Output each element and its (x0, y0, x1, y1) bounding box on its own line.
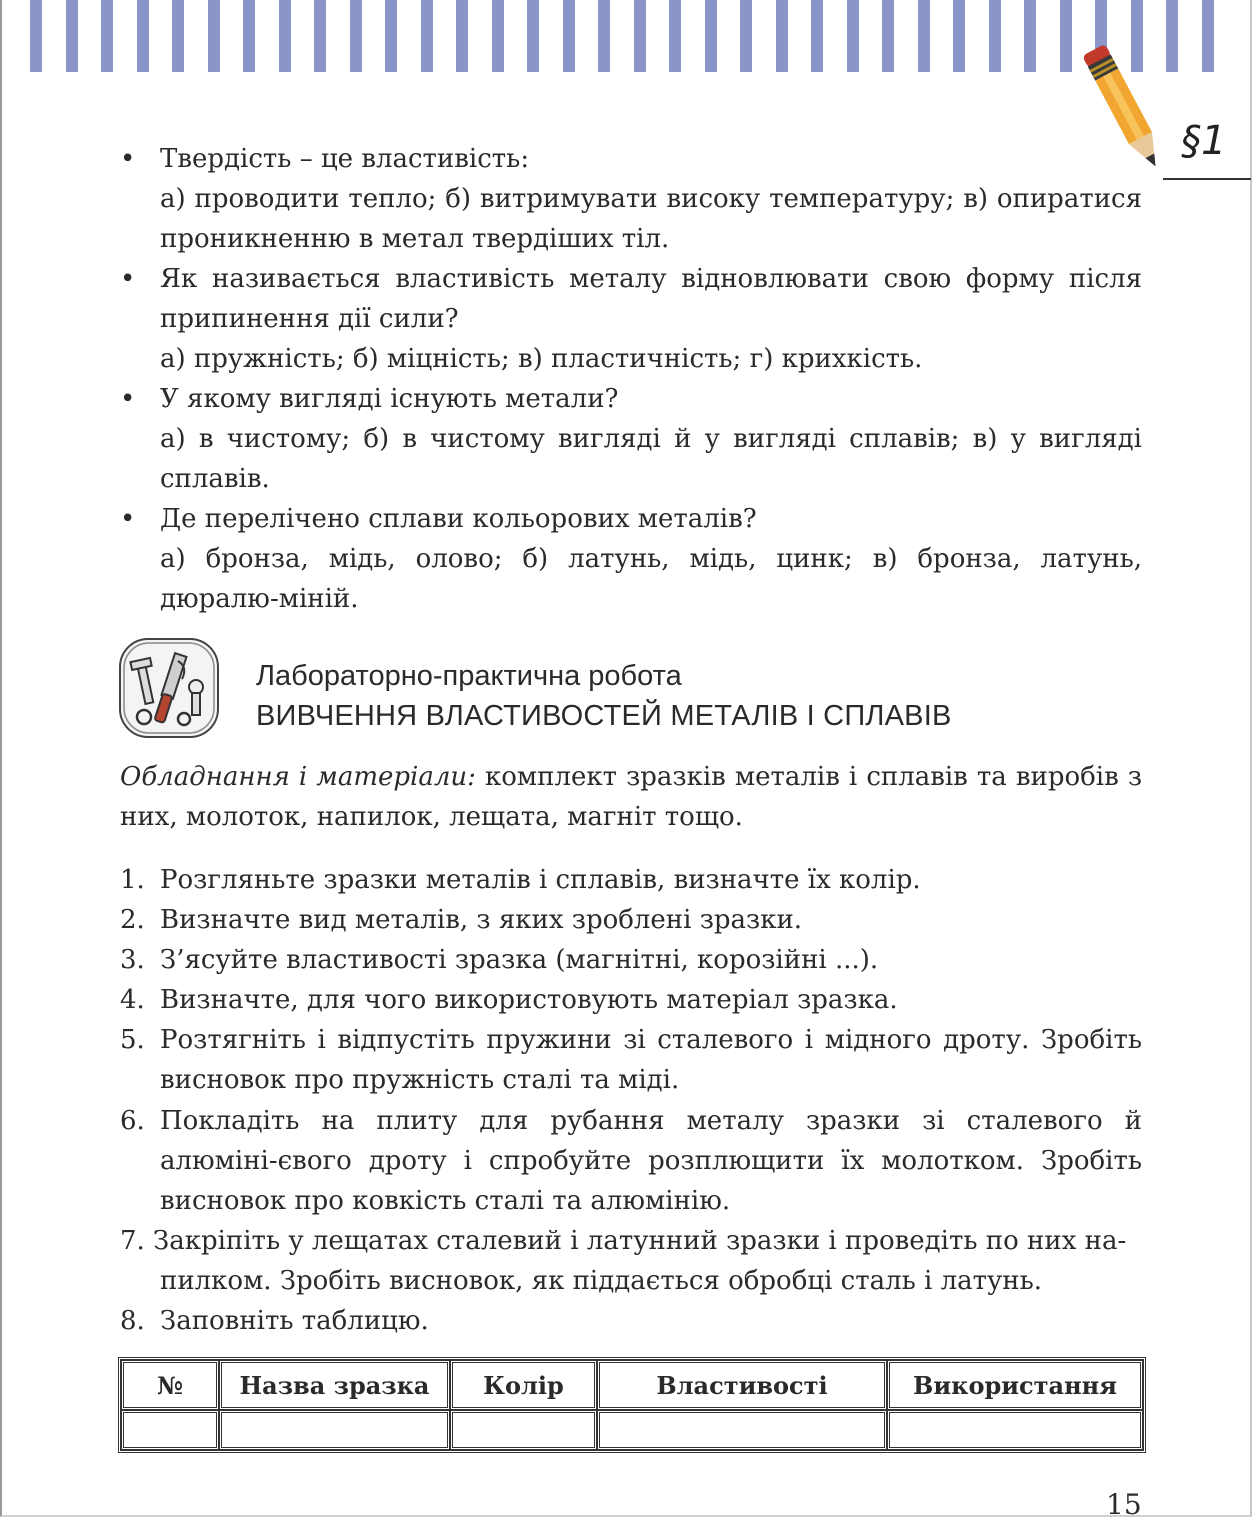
step-item (120, 980, 1142, 1020)
header-stripe (740, 0, 752, 72)
table-header-number: № (121, 1360, 219, 1410)
header-stripe (527, 0, 539, 72)
table-cell[interactable] (597, 1410, 887, 1450)
step-number: 2. (120, 905, 145, 935)
step-text-continuation: пилком. Зробіть висновок, як піддається обробці сталь і латунь. (160, 1266, 1043, 1296)
step-number: 5. (120, 1025, 145, 1055)
step-number: 3. (120, 945, 145, 975)
answers-1: а) проводити тепло; б) витримувати високу температуру; в) опиратися проникненню в метал твердіших тіл. (160, 184, 1142, 254)
question-1: Твердість – це властивість: (160, 144, 530, 174)
header-stripe (598, 0, 610, 72)
samples-table (118, 1357, 1146, 1453)
header-stripe (705, 0, 717, 72)
table-cell[interactable] (121, 1410, 219, 1450)
step-item (120, 1301, 1142, 1341)
header-stripe (634, 0, 646, 72)
step-text: Покладіть на плиту для рубання металу зразки зі сталевого й алюміні-євого дроту і спробуйте розплющити їх молотком. Зробіть висновок про ковкість сталі та алюмінію. (160, 1106, 1142, 1216)
section-mark-label: §1 (1181, 118, 1227, 164)
step-text: Визначте вид металів, з яких зроблені зразки. (160, 905, 803, 935)
step-text-first-line: Закріпіть у лещатах сталевий і латунний зразки і проведіть по них на- (153, 1226, 1127, 1256)
header-stripe (492, 0, 504, 72)
page-number: 15 (1106, 1488, 1142, 1521)
step-number: 1. (120, 865, 145, 895)
bullet: • (120, 264, 136, 294)
question-4: Де перелічено сплави кольорових металів? (160, 504, 757, 534)
header-stripe (456, 0, 468, 72)
striped-header-band (30, 0, 1230, 72)
step-text: Розтягніть і відпустіть пружини зі сталевого і мідного дроту. Зробіть висновок про пружність сталі та міді. (160, 1025, 1142, 1095)
header-stripe (314, 0, 326, 72)
lab-subtitle: Лабораторно-практична робота (256, 660, 682, 692)
header-stripe (953, 0, 965, 72)
header-stripe (563, 0, 575, 72)
table-cell[interactable] (450, 1410, 597, 1450)
header-stripe (101, 0, 113, 72)
header-stripe (847, 0, 859, 72)
header-stripe (776, 0, 788, 72)
equipment-paragraph (120, 757, 1142, 837)
step-text: З’ясуйте властивості зразка (магнітні, корозійні ...). (160, 945, 879, 975)
header-stripe (421, 0, 433, 72)
header-stripe (882, 0, 894, 72)
header-stripe (137, 0, 149, 72)
step-text (153, 1221, 1142, 1301)
bullet: • (120, 504, 136, 534)
header-stripe (1202, 0, 1214, 72)
step-item (120, 860, 1142, 900)
answers-2: а) пружність; б) міцність; в) пластичність; г) крихкість. (160, 344, 923, 374)
step-number: 4. (120, 985, 145, 1015)
header-stripe (989, 0, 1001, 72)
header-stripe (172, 0, 184, 72)
answers-4: а) бронза, мідь, олово; б) латунь, мідь, цинк; в) бронза, латунь, дюралю-міній. (160, 544, 1142, 614)
tools-icon (118, 637, 220, 739)
question-3: У якому вигляді існують метали? (160, 384, 619, 414)
header-stripe (1024, 0, 1036, 72)
table-header-properties: Властивості (597, 1360, 887, 1410)
step-item (120, 900, 1142, 940)
step-item (120, 1020, 1142, 1100)
table-header-color: Колір (450, 1360, 597, 1410)
header-stripe (918, 0, 930, 72)
table-header-sample-name: Назва зразка (219, 1360, 450, 1410)
step-text: Визначте, для чого використовують матеріал зразка. (160, 985, 898, 1015)
lab-title: ВИВЧЕННЯ ВЛАСТИВОСТЕЙ МЕТАЛІВ І СПЛАВІВ (256, 700, 952, 732)
bullet: • (120, 384, 136, 414)
table-header-usage: Використання (887, 1360, 1143, 1410)
step-number: 6. (120, 1106, 145, 1136)
header-stripe (1060, 0, 1072, 72)
step-item (120, 940, 1142, 980)
table-cell[interactable] (887, 1410, 1143, 1450)
table-row (121, 1410, 1143, 1450)
step-text: Розгляньте зразки металів і сплавів, визначте їх колір. (160, 865, 921, 895)
header-stripe (208, 0, 220, 72)
table-cell[interactable] (219, 1410, 450, 1450)
header-stripe (811, 0, 823, 72)
header-stripe (350, 0, 362, 72)
header-stripe (385, 0, 397, 72)
step-item (120, 1221, 1142, 1301)
step-text: Заповніть таблицю. (160, 1306, 429, 1336)
equipment-label: Обладнання і матеріали: (120, 762, 476, 792)
header-stripe (669, 0, 681, 72)
table-header-row (121, 1360, 1143, 1410)
step-number: 7. (120, 1226, 145, 1256)
header-stripe (66, 0, 78, 72)
bullet: • (120, 144, 136, 174)
question-2: Як називається властивість металу відновлювати свою форму після припинення дії сили? (160, 264, 1142, 334)
answers-3: а) в чистому; б) в чистому вигляді й у вигляді сплавів; в) у вигляді сплавів. (160, 424, 1142, 494)
header-stripe (30, 0, 42, 72)
header-stripe (279, 0, 291, 72)
step-item (120, 1101, 1142, 1221)
step-number: 8. (120, 1306, 145, 1336)
header-stripe (243, 0, 255, 72)
section-mark (1163, 108, 1251, 180)
equipment-text: комплект зразків металів і сплавів та виробів з них, молоток, напилок, лещата, магніт тощо. (120, 762, 1143, 832)
